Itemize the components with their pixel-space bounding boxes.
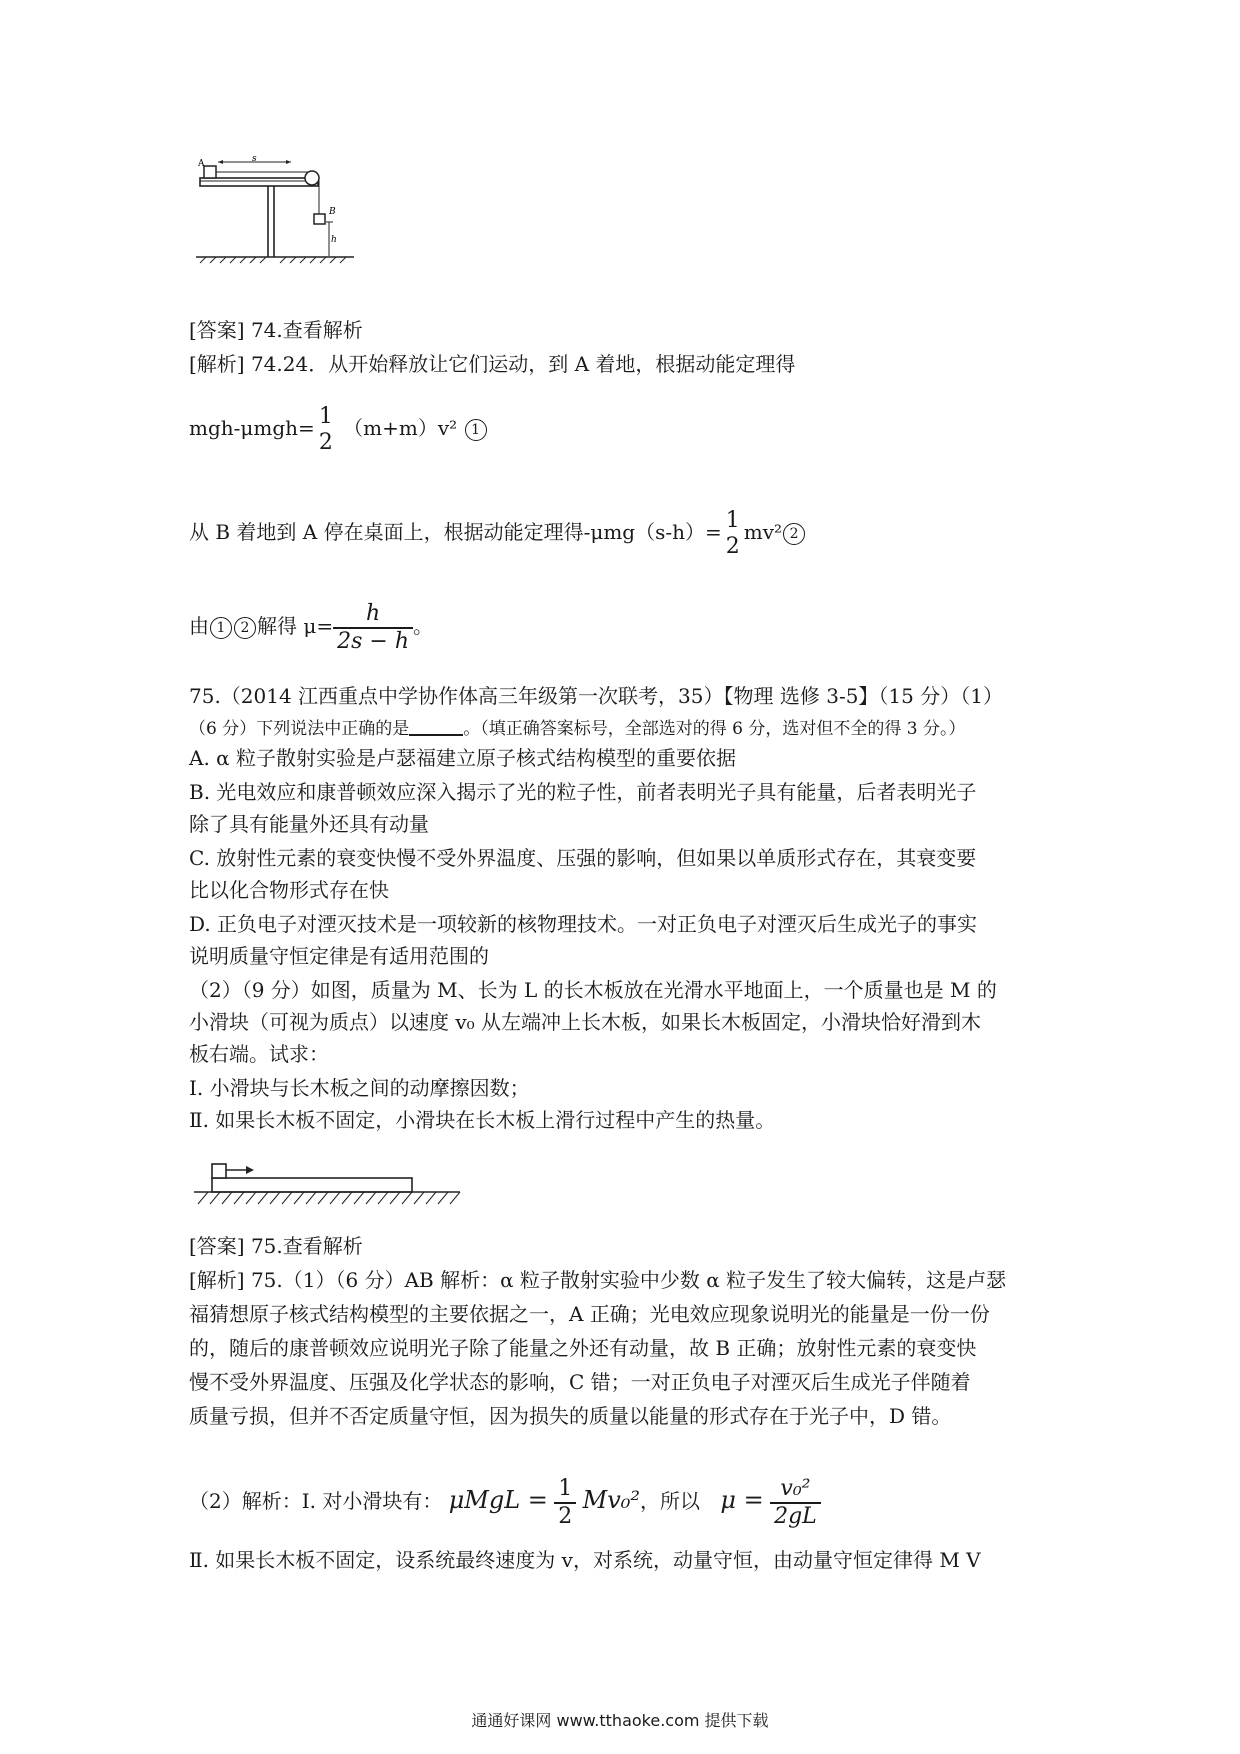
q75-analysis-line1: [解析] 75.（1）（6 分）AB 解析：α 粒子散射实验中少数 α 粒子发生了较大偏转，这是卢瑟 [189, 1268, 1007, 1292]
answer-blank[interactable] [409, 716, 463, 736]
table-pulley-figure [196, 154, 356, 285]
q75-part2-line1: （2）（9 分）如图，质量为 M、长为 L 的长木板放在光滑水平地面上，一个质量也是 M 的 [189, 978, 997, 1002]
fraction-half: 1 2 [725, 507, 740, 559]
q75-option-c-line2: 比以化合物形式存在快 [189, 878, 389, 902]
fraction-half: 1 2 [318, 403, 333, 455]
q75-answer: [答案] 75.查看解析 [189, 1234, 363, 1258]
label-b: B [329, 207, 336, 217]
q75-part2-line2: 小滑块（可视为质点）以速度 v₀ 从左端冲上长木板，如果长木板固定，小滑块恰好滑到木 [189, 1010, 982, 1034]
q74-solution: 由 1 2 解得 μ= $\frac{h}{2s - h}$ 。 [189, 600, 434, 654]
circled-number-1: 1 [210, 617, 232, 639]
q75-header-2: （6 分）下列说法中正确的是 。（填正确答案标号，全部选对的得 6 分，选对但不全的得 3 分。） [189, 716, 965, 741]
q75-analysis-line2: 福猜想原子核式结构模型的主要依据之一，A 正确；光电效应现象说明光的能量是一份一份 [189, 1302, 990, 1326]
q75-analysis-line4: 慢不受外界温度、压强及化学状态的影响，C 错；一对正负电子对湮灭后生成光子伴随着 [189, 1370, 971, 1394]
fraction-mu-result: $\frac{\text{v₀²}}{2gL}$ [770, 1476, 821, 1530]
circled-number-1: 1 [465, 419, 487, 441]
q74-equation-1: mgh-μmgh= 1 2 （m+m）v² 1 [189, 398, 488, 458]
label-s: s [252, 154, 257, 164]
q75-analysis-line5: 质量亏损，但并不否定质量守恒，因为损失的质量以能量的形式存在于光子中，D 错。 [189, 1404, 952, 1428]
label-a: A [198, 159, 205, 169]
q75-option-d-line1: D. 正负电子对湮灭技术是一项较新的核物理技术。一对正负电子对湮灭后生成光子的事实 [189, 912, 978, 936]
fraction-half: $\frac{1}{2}$ [554, 1476, 576, 1530]
q75-option-c-line1: C. 放射性元素的衰变快慢不受外界温度、压强的影响，但如果以单质形式存在，其衰变要 [189, 846, 977, 870]
q75-analysis-line3: 的，随后的康普顿效应说明光子除了能量之外还有动量，故 B 正确；放射性元素的衰变快 [189, 1336, 977, 1360]
q75-analysis-part2: （2）解析：Ⅰ. 对小滑块有： μMgL = $\frac{1}{2}$ Mv₀²，所以 μ = $\frac{\text{v₀²}}{2gL}$ [189, 1470, 821, 1534]
q75-option-d-line2: 说明质量守恒定律是有适用范围的 [189, 944, 489, 968]
board-block-figure [192, 1150, 472, 1208]
q75-part2-item-ii: Ⅱ. 如果长木板不固定，小滑块在长木板上滑行过程中产生的热量。 [189, 1108, 776, 1132]
q75-option-b-line2: 除了具有能量外还具有动量 [189, 812, 429, 836]
q75-option-a: A. α 粒子散射实验是卢瑟福建立原子核式结构模型的重要依据 [189, 746, 737, 770]
circled-number-2: 2 [234, 617, 256, 639]
q75-part2-item-i: Ⅰ. 小滑块与长木板之间的动摩擦因数； [189, 1076, 530, 1100]
circled-number-2: 2 [783, 523, 805, 545]
q75-part2-line3: 板右端。试求： [189, 1042, 329, 1066]
page-footer: 通通好课网 www.tthaoke.com 提供下载 [471, 1711, 769, 1730]
label-h: h [331, 235, 337, 245]
q75-header-1: 75.（2014 江西重点中学协作体高三年级第一次联考，35）【物理 选修 3-5】（15 分）（1） [189, 684, 1003, 708]
q75-option-b-line1: B. 光电效应和康普顿效应深入揭示了光的粒子性，前者表明光子具有能量，后者表明光子 [189, 780, 977, 804]
q74-equation-2: 从 B 着地到 A 停在桌面上，根据动能定理得-μmg（s-h）= 1 2 mv² 2 [189, 502, 806, 562]
fraction-mu: $\frac{h}{2s - h}$ [333, 601, 413, 655]
q74-answer: [答案] 74.查看解析 [189, 318, 363, 342]
q75-analysis-part2-ii: Ⅱ. 如果长木板不固定，设系统最终速度为 v，对系统，动量守恒，由动量守恒定律得 M V [189, 1548, 981, 1572]
q74-analysis-intro: [解析] 74.24．从开始释放让它们运动，到 A 着地，根据动能定理得 [189, 352, 796, 376]
